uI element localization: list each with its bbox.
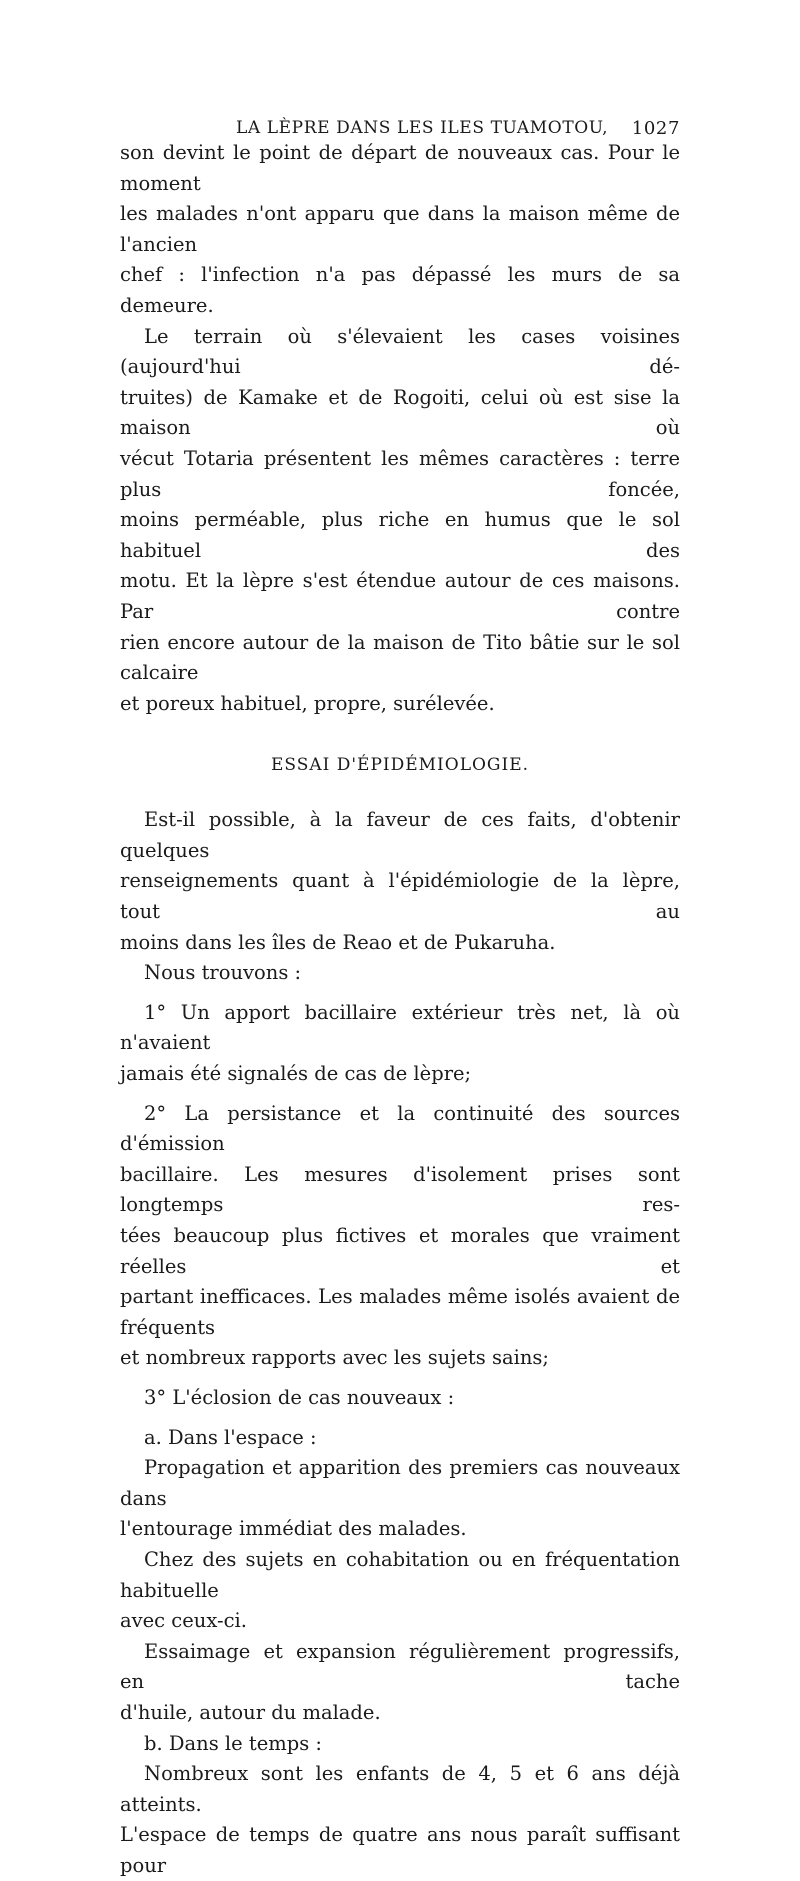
text-line: les malades n'ont apparu que dans la maison même de l'ancien — [120, 202, 680, 256]
list-item-1 — [120, 998, 680, 1090]
text-line: bacillaire. Les mesures d'isolement prises sont longtemps res- — [120, 1162, 680, 1217]
text-line: moins dans les îles de Reao et de Pukaruha. — [120, 930, 556, 954]
text-line: Chez des sujets en cohabitation ou en fréquentation habituelle — [120, 1547, 680, 1602]
text-line: jamais été signalés de cas de lèpre; — [120, 1062, 472, 1086]
text-line: d'huile, autour du malade. — [120, 1700, 381, 1724]
paragraph-continuation — [120, 138, 680, 322]
text-line: Nombreux sont les enfants de 4, 5 et 6 ans déjà atteints. — [120, 1762, 680, 1816]
text-line: Essaimage et expansion régulièrement progressifs, en tache — [120, 1639, 680, 1694]
running-header — [120, 108, 680, 138]
document-page — [120, 108, 680, 1881]
text-line: 1° Un apport bacillaire extérieur très net, là où n'avaient — [120, 1000, 680, 1055]
text-line: partant inefficaces. Les malades même isolés avaient de fréquents — [120, 1285, 680, 1339]
text-line: et nombreux rapports avec les sujets sains; — [120, 1346, 549, 1370]
text-line: renseignements quant à l'épidémiologie de la lèpre, tout au — [120, 869, 680, 924]
section-heading: ESSAI D'ÉPIDÉMIOLOGIE. — [270, 755, 530, 776]
paragraph-enfants — [120, 1759, 680, 1881]
text-line: 2° La persistance et la continuité des sources d'émission — [120, 1101, 680, 1156]
paragraph-propagation — [120, 1453, 680, 1545]
text-line: son devint le point de départ de nouveaux cas. Pour le moment — [120, 141, 680, 195]
paragraph-cohabitation — [120, 1545, 680, 1637]
text-line: et poreux habituel, propre, surélevée. — [120, 691, 495, 715]
sub-item-a: a. Dans l'espace : — [144, 1425, 317, 1449]
paragraph-essaimage — [120, 1637, 680, 1729]
text-line: moins perméable, plus riche en humus que le sol habituel des — [120, 508, 680, 562]
text-line: Est-il possible, à la faveur de ces faits, d'obtenir quelques — [120, 808, 680, 862]
text-line: motu. Et la lèpre s'est étendue autour de ces maisons. Par contre — [120, 569, 680, 623]
text-line: avec ceux-ci. — [120, 1609, 247, 1633]
paragraph-terrain — [120, 322, 680, 720]
sub-item-b: b. Dans le temps : — [144, 1731, 323, 1755]
running-title: LA LÈPRE DANS LES ILES TUAMOTOU, — [236, 118, 609, 138]
text-line: rien encore autour de la maison de Tito bâtie sur le sol calcaire — [120, 630, 680, 685]
paragraph-question — [120, 805, 680, 958]
text-line: vécut Totaria présentent les mêmes caractères : terre plus foncée, — [120, 446, 680, 501]
list-item-2 — [120, 1099, 680, 1374]
text-line: tées beaucoup plus fictives et morales que vraiment réelles et — [120, 1224, 680, 1278]
text-line: truites) de Kamake et de Rogoiti, celui où est sise la maison où — [120, 385, 680, 440]
text-line: Nous trouvons : — [144, 961, 302, 985]
page-number: 1027 — [631, 118, 680, 139]
text-line: l'entourage immédiat des malades. — [120, 1517, 467, 1541]
text-line: Le terrain où s'élevaient les cases voisines (aujourd'hui dé- — [120, 324, 680, 379]
text-line: chef : l'infection n'a pas dépassé les murs de sa demeure. — [120, 263, 680, 317]
text-line: Propagation et apparition des premiers cas nouveaux dans — [120, 1456, 680, 1510]
text-line: L'espace de temps de quatre ans nous paraît suffisant pour — [120, 1823, 680, 1877]
list-item-3: 3° L'éclosion de cas nouveaux : — [144, 1385, 455, 1409]
